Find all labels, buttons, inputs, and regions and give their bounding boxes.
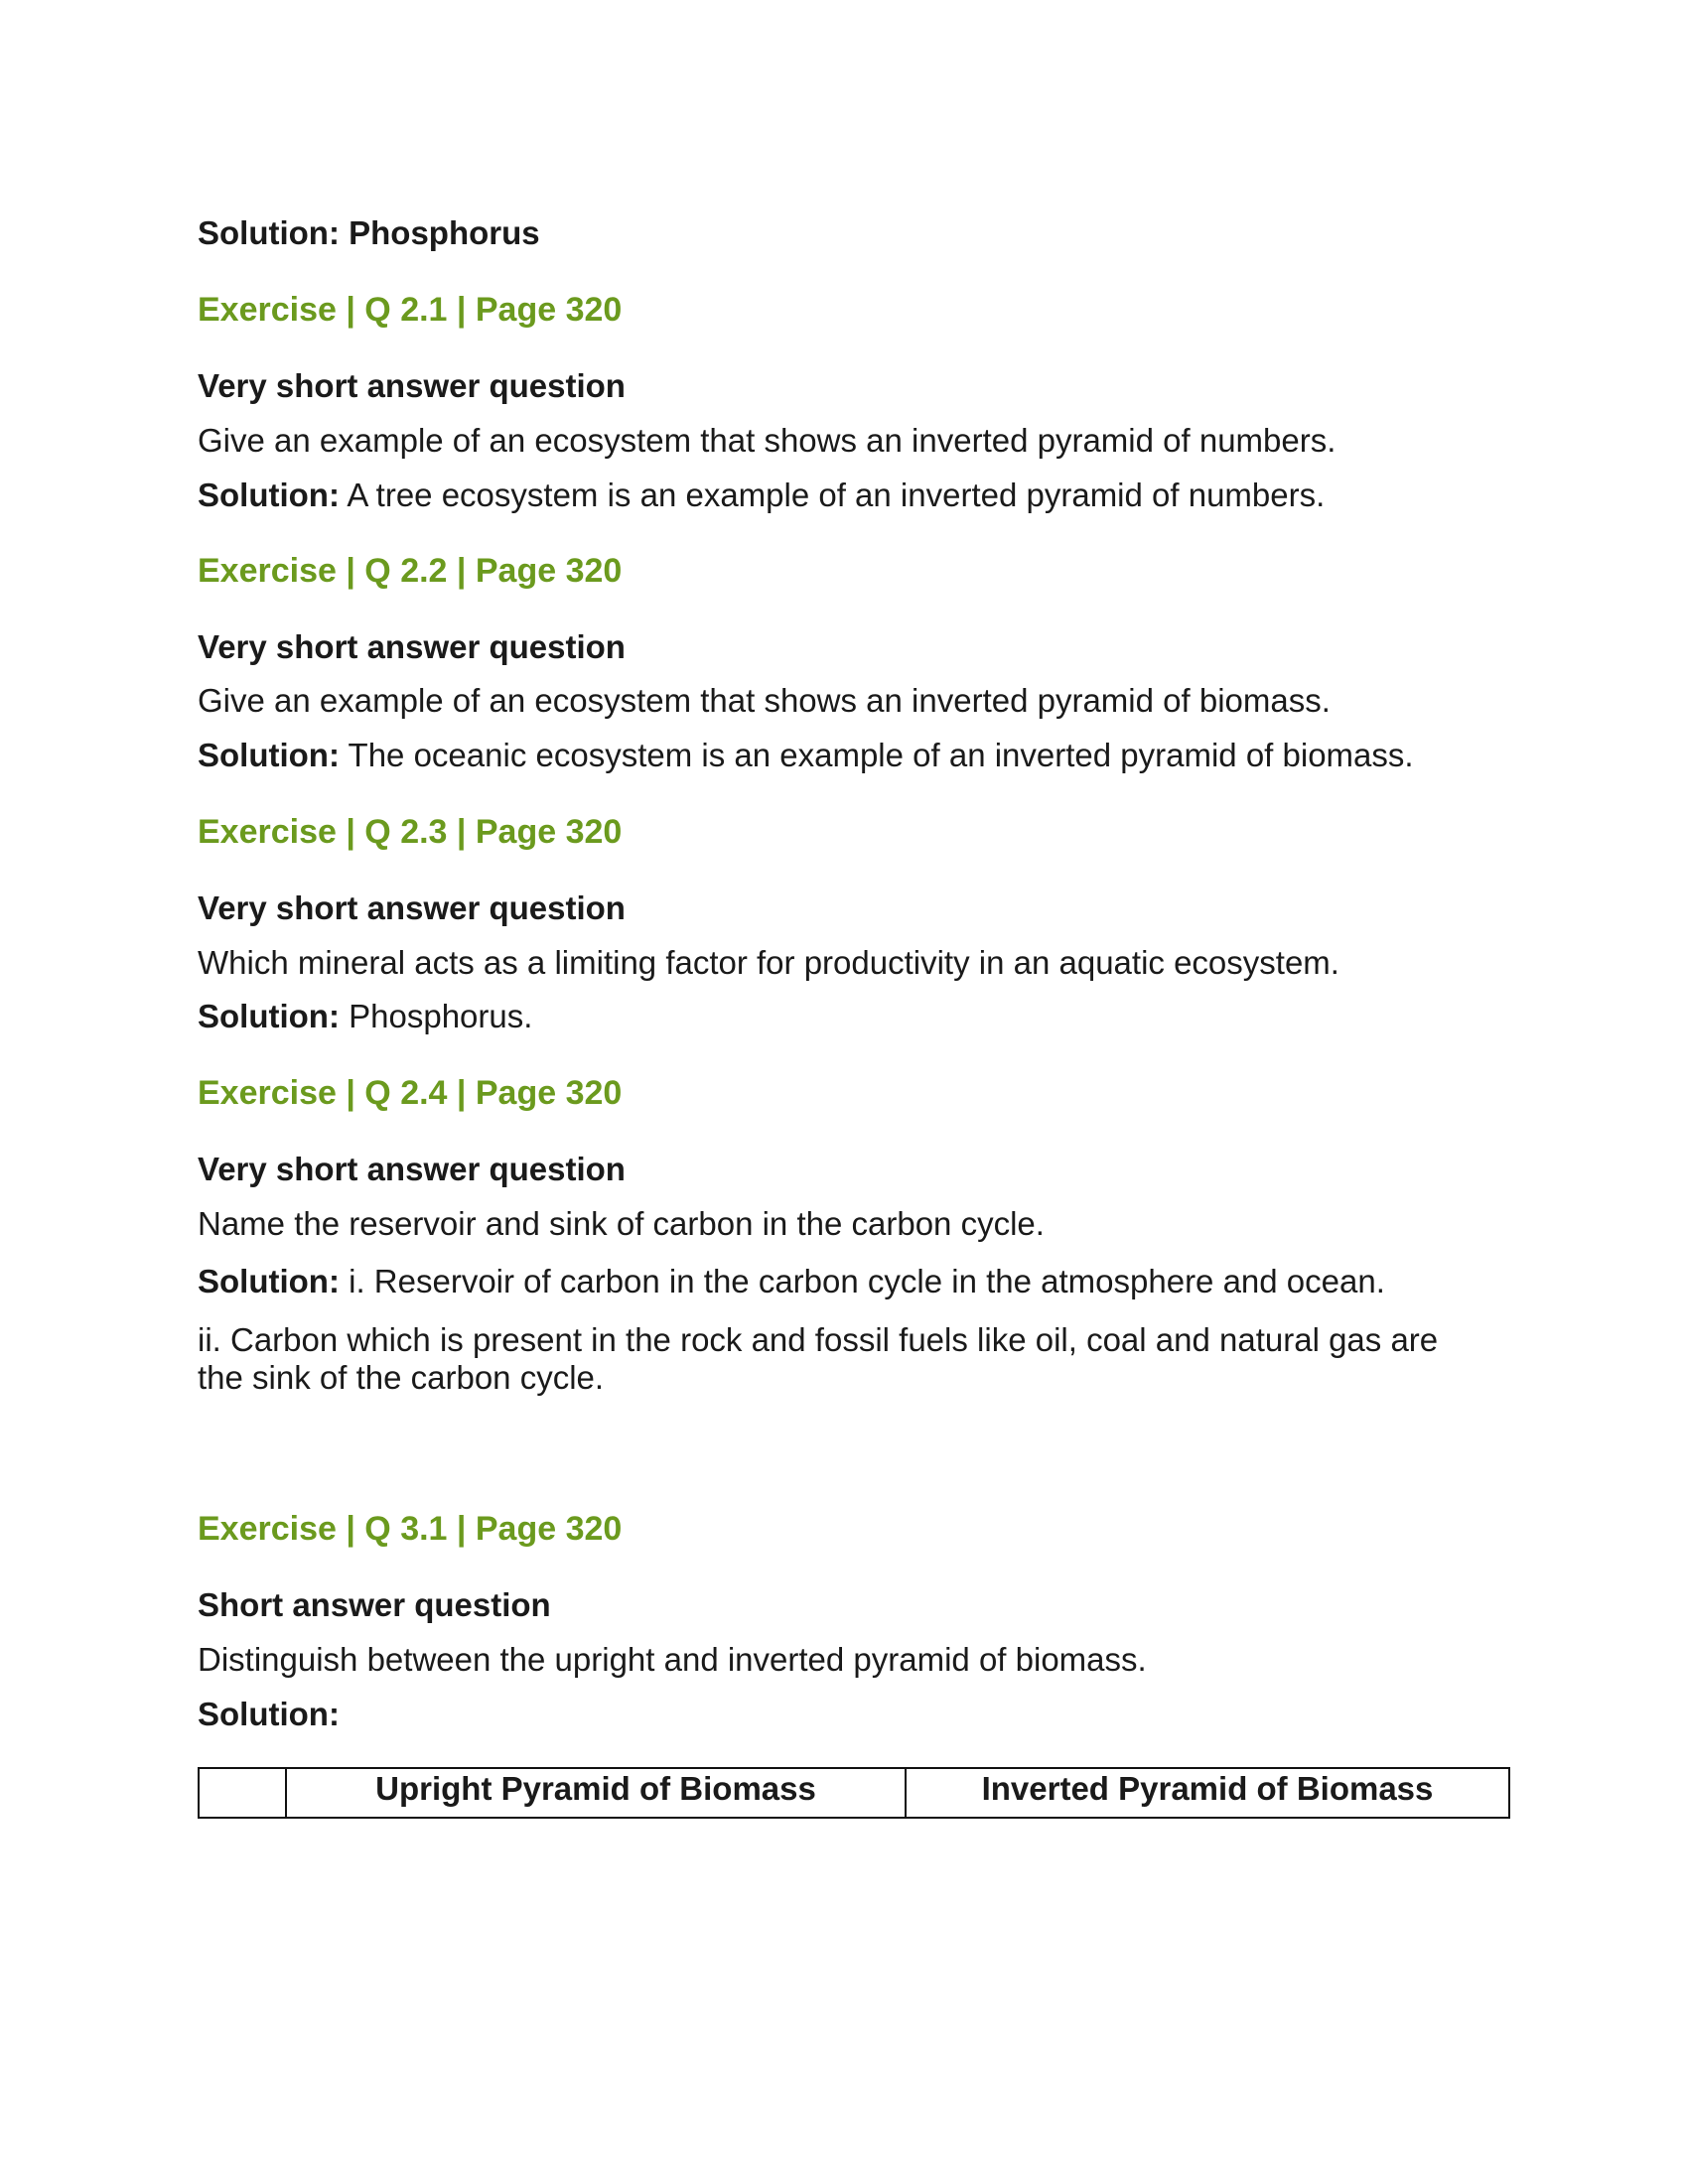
biomass-comparison-table [198,1767,1510,1819]
solution-text: The oceanic ecosystem is an example of an inverted pyramid of biomass. [339,737,1414,773]
solution-2-1 [198,476,1325,515]
table-header-blank [199,1768,286,1818]
solution-label: Solution: [198,998,340,1034]
solution-label: Solution: [198,737,340,773]
question-text-2-1: Give an example of an ecosystem that shows an inverted pyramid of numbers. [198,422,1336,459]
question-type-2-4: Very short answer question [198,1151,626,1187]
solution-text: Phosphorus. [339,998,533,1034]
solution-2-2 [198,736,1414,775]
exercise-heading-2-1: Exercise | Q 2.1 | Page 320 [198,291,623,329]
question-text-3-1: Distinguish between the upright and inverted pyramid of biomass. [198,1641,1147,1678]
solution-label: Solution: [198,477,340,513]
question-text-2-4: Name the reservoir and sink of carbon in the carbon cycle. [198,1205,1045,1242]
question-type-3-1: Short answer question [198,1586,551,1623]
solution-2-3 [198,997,532,1036]
exercise-heading-2-4: Exercise | Q 2.4 | Page 320 [198,1074,623,1112]
solution-text: i. Reservoir of carbon in the carbon cycle in the atmosphere and ocean. [339,1263,1385,1299]
exercise-heading-2-3: Exercise | Q 2.3 | Page 320 [198,813,623,851]
table-header-row [199,1768,1509,1818]
question-type-2-1: Very short answer question [198,367,626,404]
document-page [198,0,1508,2184]
exercise-heading-3-1: Exercise | Q 3.1 | Page 320 [198,1510,623,1548]
solution-extra-2-4: ii. Carbon which is present in the rock and fossil fuels like oil, coal and natural gas are the sink of the carbon cycle. [198,1321,1439,1396]
table-header-inverted: Inverted Pyramid of Biomass [906,1768,1509,1818]
exercise-heading-2-2: Exercise | Q 2.2 | Page 320 [198,552,623,590]
solution-text: A tree ecosystem is an example of an inverted pyramid of numbers. [339,477,1326,513]
question-text-2-2: Give an example of an ecosystem that shows an inverted pyramid of biomass. [198,682,1331,719]
question-text-2-3: Which mineral acts as a limiting factor for productivity in an aquatic ecosystem. [198,944,1339,981]
solution-label-3-1: Solution: [198,1696,340,1732]
solution-label: Solution: [198,1263,340,1299]
top-solution: Solution: Phosphorus [198,214,540,251]
solution-2-4 [198,1262,1385,1301]
question-type-2-2: Very short answer question [198,628,626,665]
table-header-upright: Upright Pyramid of Biomass [286,1768,906,1818]
question-type-2-3: Very short answer question [198,889,626,926]
